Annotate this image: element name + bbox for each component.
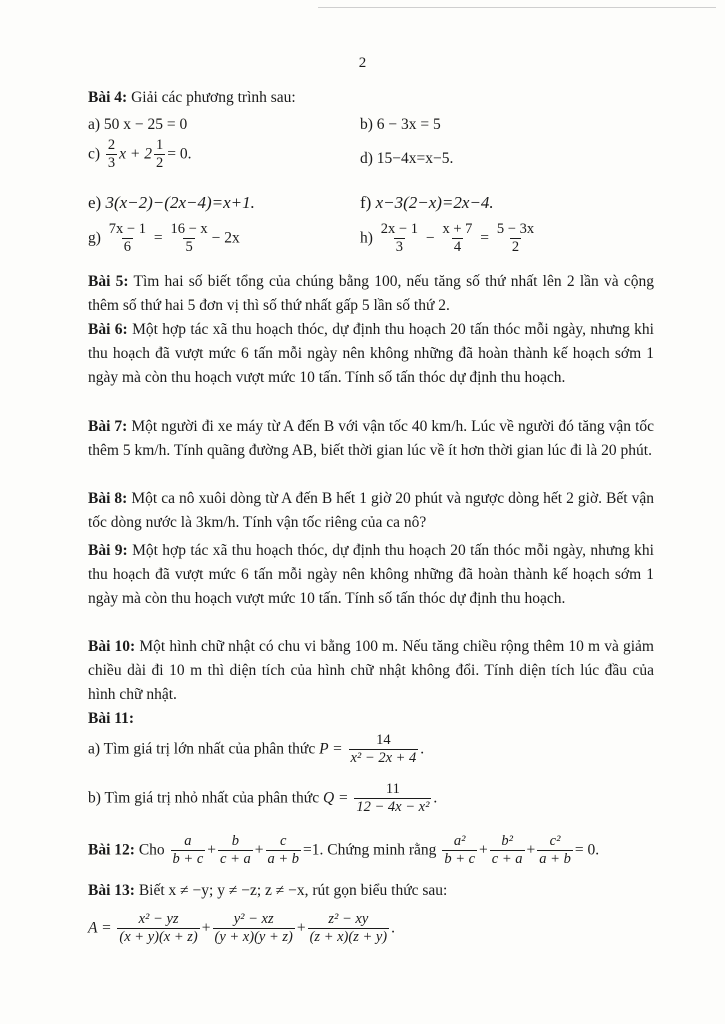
bai4-heading: Bài 4: Giải các phương trình sau: xyxy=(88,89,296,106)
bai4-f: f) x−3(2−x)=2x−4. xyxy=(360,193,494,212)
bai4-e: e) 3(x−2)−(2x−4)=x+1. xyxy=(88,193,255,212)
bai13-heading: Bài 13: Biết x ≠ −y; y ≠ −z; z ≠ −x, rút gọn biểu thức sau: xyxy=(88,882,448,899)
bai6: Bài 6: Một hợp tác xã thu hoạch thóc, dự định thu hoạch 20 tấn thóc mỗi ngày, nhưng khi thu hoạch đã vượt mức 6 tấn mỗi ngày nên không những đã hoàn thành kế hoạch sớm 1 ngày mà còn thu hoạch vượt mức 10 tấn. Tính số tấn thóc dự định thu hoạch. xyxy=(88,321,654,387)
bai4-d: d) 15−4x=x−5. xyxy=(360,150,454,167)
bai4-g: g) $\frac{7x - 1}{6}$ = $\frac{16 - x}{5}$ − 2x xyxy=(88,221,240,255)
bai4-c: c) $\frac{2}{3}$ x + 2 $\frac{1}{2}$ = 0. xyxy=(88,137,192,171)
bai4-b: b) 6 − 3x = 5 xyxy=(360,116,441,133)
top-scan-line xyxy=(318,7,716,8)
bai11-heading: Bài 11: xyxy=(88,710,135,727)
bai5: Bài 5: Tìm hai số biết tổng của chúng bằng 100, nếu tăng số thứ nhất lên 2 lần và cộng thêm số thứ hai 5 đơn vị thì số thứ nhất gấp 5 lần số thứ 2. xyxy=(88,273,654,315)
bai4-h: h) $\frac{2x - 1}{3}$ − $\frac{x + 7}{4}$ = $\frac{5 - 3x}{2}$ xyxy=(360,221,535,255)
bai13-expression: A = $\frac{\text{x² − yz}}{(x + y)(x + z)}$ + $\frac{\text{y² − xz}}{(y + x)(y + z)}$ + $\frac{\text{z² − xy}}{(z + x)(z + y)}$ . xyxy=(88,911,396,945)
bai9: Bài 9: Một hợp tác xã thu hoạch thóc, dự định thu hoạch 20 tấn thóc mỗi ngày, nhưng khi thu hoạch đã vượt mức 6 tấn mỗi ngày nên không những đã hoàn thành kế hoạch sớm 1 ngày mà còn thu hoạch vượt mức 10 tấn. Tính số tấn thóc dự định thu hoạch. xyxy=(88,542,654,608)
bai8: Bài 8: Một ca nô xuôi dòng từ A đến B hết 1 giờ 20 phút và ngược dòng hết 2 giờ. Bết vận tốc dòng nước là 3km/h. Tính vận tốc riêng của ca nô? xyxy=(88,490,655,532)
bai11-b: b) Tìm giá trị nhỏ nhất của phân thức Q = $\frac{11}{\text{12 − 4x − x²}}$ . xyxy=(88,781,438,815)
bai11-a: a) Tìm giá trị lớn nhất của phân thức P = $\frac{14}{\text{x² − 2x + 4}}$ . xyxy=(88,732,425,766)
bai7: Bài 7: Một người đi xe máy từ A đến B với vận tốc 40 km/h. Lúc về người đó tăng vận tốc thêm 5 km/h. Tính quãng đường AB, biết thời gian lúc về ít hơn thời gian lúc đi là 20 phút. xyxy=(88,418,655,460)
bai4-a: a) 50 x − 25 = 0 xyxy=(88,116,188,133)
bai10: Bài 10: Một hình chữ nhật có chu vi bằng 100 m. Nếu tăng chiều rộng thêm 10 m và giảm chiều dài đi 10 m thì diện tích của hình chữ nhật không đổi. Tính diện tích lúc đầu của hình chữ nhật. xyxy=(88,638,654,704)
page-number: 2 xyxy=(358,55,367,71)
bai12: Bài 12: Cho $\frac{a}{b + c}$ + $\frac{b}{c + a}$ + $\frac{c}{a + b}$ =1. Chứng minh rằng $\frac{\text{a²}}{b + c}$ + $\frac{\text{b²}}{c + a}$ + $\frac{\text{c²}}{a + b}$ = 0. xyxy=(88,833,600,867)
